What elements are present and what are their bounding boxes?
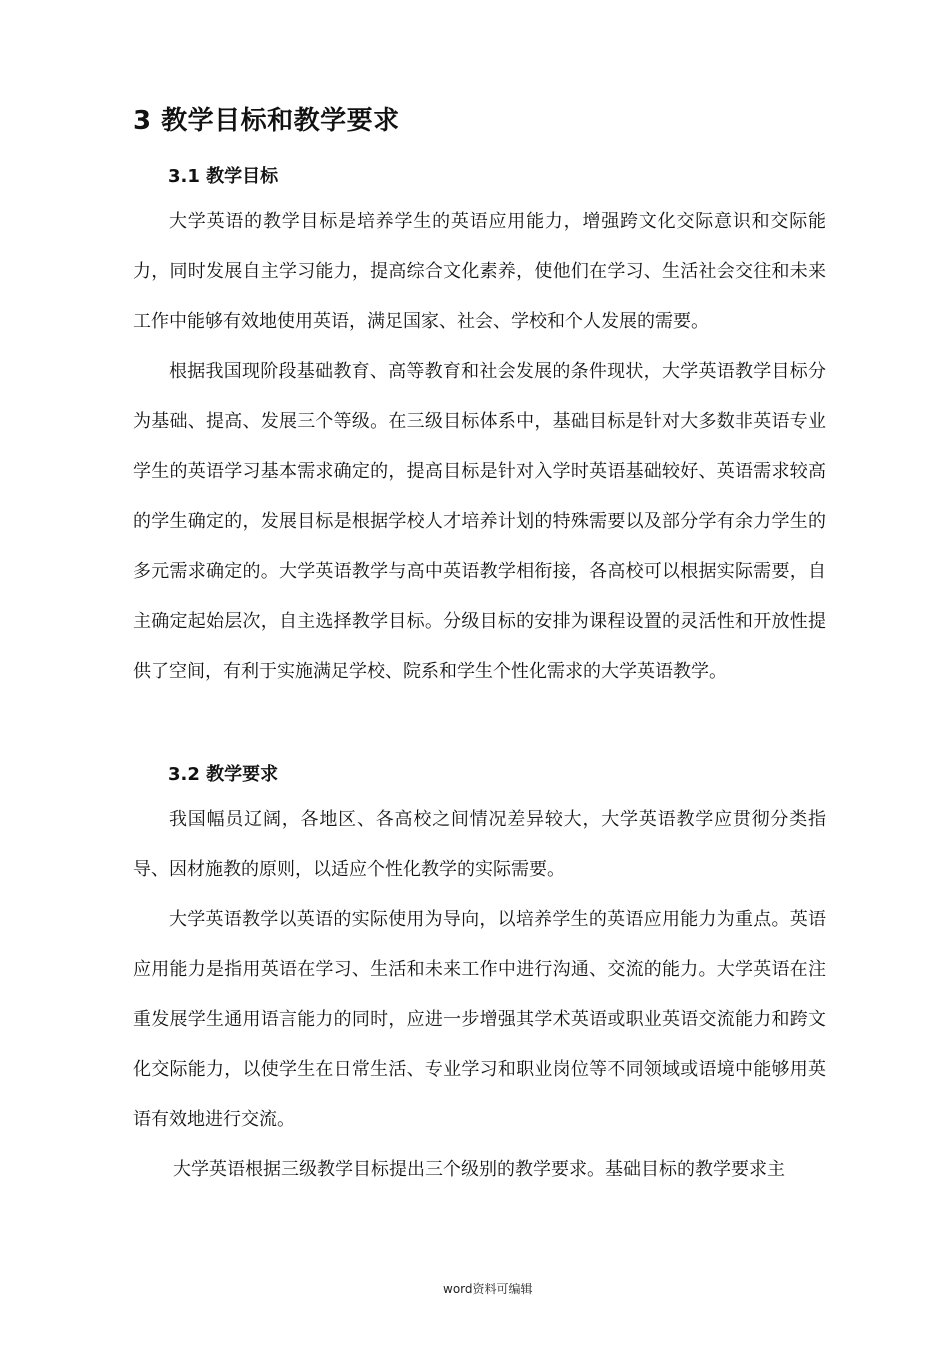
- section-heading-teaching-goals: 3.1 教学目标: [168, 166, 279, 187]
- paragraph-goals-levels: 根据我国现阶段基础教育、高等教育和社会发展的条件现状，大学英语教学目标分为基础、提高、发展三个等级。在三级目标体系中，基础目标是针对大多数非英语专业学生的英语学习基本需求确定的，提高目标是针对入学时英语基础较好、英语需求较高的学生确定的，发展目标是根据学校人才培养计划的特殊需要以及部分学有余力学生的多元需求确定的。大学英语教学与高中英语教学相衔接，各高校可以根据实际需要，自主确定起始层次，自主选择教学目标。分级目标的安排为课程设置的灵活性和开放性提供了空间，有利于实施满足学校、院系和学生个性化需求的大学英语教学。: [133, 361, 826, 682]
- paragraph-requirements-guidance: 我国幅员辽阔，各地区、各高校之间情况差异较大，大学英语教学应贯彻分类指导、因材施教的原则，以适应个性化教学的实际需要。: [133, 809, 826, 880]
- paragraph-goals-intro: 大学英语的教学目标是培养学生的英语应用能力，增强跨文化交际意识和交际能力，同时发展自主学习能力，提高综合文化素养，使他们在学习、生活社会交往和未来工作中能够有效地使用英语，满足国家、社会、学校和个人发展的需要。: [133, 211, 826, 332]
- paragraph-requirements-levels: 大学英语根据三级教学目标提出三个级别的教学要求。基础目标的教学要求主: [173, 1159, 785, 1180]
- chapter-heading: 3 教学目标和教学要求: [133, 106, 400, 136]
- paragraph-requirements-application: 大学英语教学以英语的实际使用为导向，以培养学生的英语应用能力为重点。英语应用能力是指用英语在学习、生活和未来工作中进行沟通、交流的能力。大学英语在注重发展学生通用语言能力的同时，应进一步增强其学术英语或职业英语交流能力和跨文化交际能力，以使学生在日常生活、专业学习和职业岗位等不同领域或语境中能够用英语有效地进行交流。: [133, 909, 826, 1130]
- section-heading-teaching-requirements: 3.2 教学要求: [168, 764, 279, 785]
- page-footer-note: word资料可编辑: [443, 1282, 533, 1296]
